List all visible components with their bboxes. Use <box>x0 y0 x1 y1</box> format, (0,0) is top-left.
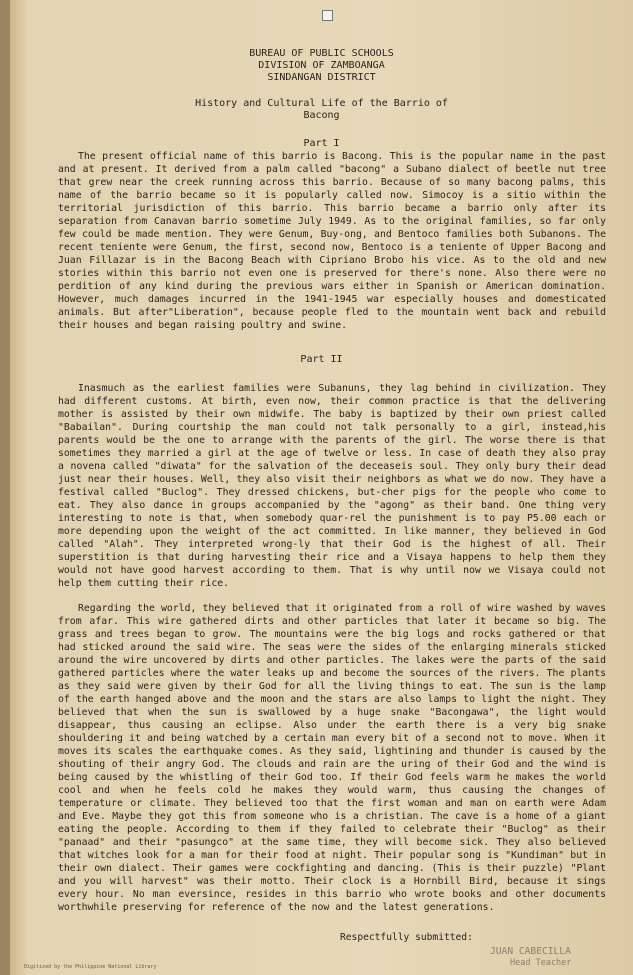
part2-paragraph2: Regarding the world, they believed that it originated from a roll of wire washed by waves from afar. This wire gathered dirts and other particles that later it became so big. The grass and trees began to grow. The mountains were the big logs and rocks gathered or that had sticked around the said wire. The seas were the sides of the enlarging minerals sticked around the wire uncovered by dirts and other particles. The lakes were the parts of the said gathered particles where the water leaks up and become the sources of the rivers. The plants as they said were given by their God for all the living things to eat. The sun is the lamp of the earth hanged above and the moon and the stars are also lamps to light the night. They believed that when the sun is swallowed by a huge snake "Bacongawa", the light would disappear, thus causing an eclipse. Also under the earth there is a very big snake shouldering it and being watched by a certain man every bit of a second not to move. When it moves its scales the earthquake comes. As they said, lightining and thunder is caused by the shouting of their angry God. The clouds and rain are the uring of their God and the wind is being caused by the whistling of their God too. If their God feels warm he makes the world cool and when he feels cold he makes they would warm, thus causing the changes of temperature or climate. They believed too that the first woman and man on earth were Adam and Eve. Maybe they got this from someone who is a christian. The cave is a home of a giant eating the people. According to them if they failed to celebrate their "Buclog" as their "panaad" and their "pasungco" at the same time, they will become sick. They also believed that witches look for a man for their food at night. Their popular song is "Kundiman" but in their own dialect. Their games were cockfighting and dancing. (This is their puzzle) "Plant and you will harvest" was their motto. Their clock is a Hornbill Bird, because it sings every hour. No man eversince, resides in this barrio who wrote books and other documents worthwhile preserving for reference of the now and the latest generations. <box>58 603 606 913</box>
signature-closing: Respectfully submitted: <box>340 932 473 943</box>
header-district: SINDANGAN DISTRICT <box>267 72 376 83</box>
part2-paragraph1: Inasmuch as the earliest families were Subanuns, they lag behind in civilization. They had different customs. At birth, even now, their common practice is that the delivering mother is assisted by their own midwife. The baby is baptized by their own priest called "Babailan". During courtship the man could not talk personally to a girl, instead,his parents would be the one to arrange with the parents of the girl. The worse there is that sometimes they married a girl at the age of twelve or less. In case of death they also pray a novena called "diwata" for the salvation of the deceaseis soul. They only bury their dead just near their houses. Well, they also visit their neighbors as what we do now. They have a festival called "Buclog". They dressed chickens, but-cher pigs for the people who come to eat. They also dance in groups accompanied by the "agong" as their band. One thing very interesting to note is that, when somebody quar-rel the punishment is to pay P5.00 each or more depending upon the weight of the act committed. In like manner, they believed in God called "Alah". They interpreted wrong-ly that their God is the highest of all. Their superstition is that during harvesting their rice and a Visaya happens to help them they would not have good harvest according to them. That is why until now we Visaya could not help them cutting their rice. <box>58 383 606 589</box>
signature-position: Head Teacher <box>510 958 572 968</box>
header-division: DIVISION OF ZAMBOANGA <box>258 60 385 71</box>
scan-binding-edge <box>0 0 10 975</box>
part1-text: The present official name of this barrio is Bacong. This is the popular name in the past and at present. It derived from a palm called "bacong" a Subano dialect of beetle nut tree that grew near the creek running across this barrio. Because of so many bacong palms, this name of the barrio became so it is popularly called now. Simocoy is a sitio within the territorial jurisdiction of this barrio. This barrio became a barrio only after its separation from Canavan barrio sometime July 1949. As to the original families, so far only few could be made mention. They were Genum, Buy-ong, and Bentoco families both Subanons. The recent teniente were Genum, the first, second now, Bentoco is a teniente of Upper Bacong and Juan Fillazar is in the Bacong Beach with Cipriano Brobo his vice. As to the old and new stories within this barrio not even one is preserved for there's none. Also there were no perdition of any kind during the previous wars either in Spanish or American domination. However, much damages incurred in the 1941-1945 war especially houses and domesticated animals. But after"Liberation", because people fled to the mountain went back and rebuild their houses and began raising poultry and swine. <box>58 151 606 331</box>
scan-footer: Digitized by the Philippine National Library <box>24 964 157 970</box>
title-line2: Bacong <box>303 110 340 121</box>
part2-heading: Part II <box>300 354 343 365</box>
part1-heading: Part I <box>303 138 340 149</box>
staple-tab <box>322 10 333 21</box>
title-line1: History and Cultural Life of the Barrio of <box>195 98 448 109</box>
document-page <box>10 0 633 975</box>
letterhead <box>10 48 633 84</box>
signature-name: JUAN CABECILLA <box>490 946 571 957</box>
header-bureau: BUREAU OF PUBLIC SCHOOLS <box>249 48 394 59</box>
document-title <box>10 98 633 122</box>
